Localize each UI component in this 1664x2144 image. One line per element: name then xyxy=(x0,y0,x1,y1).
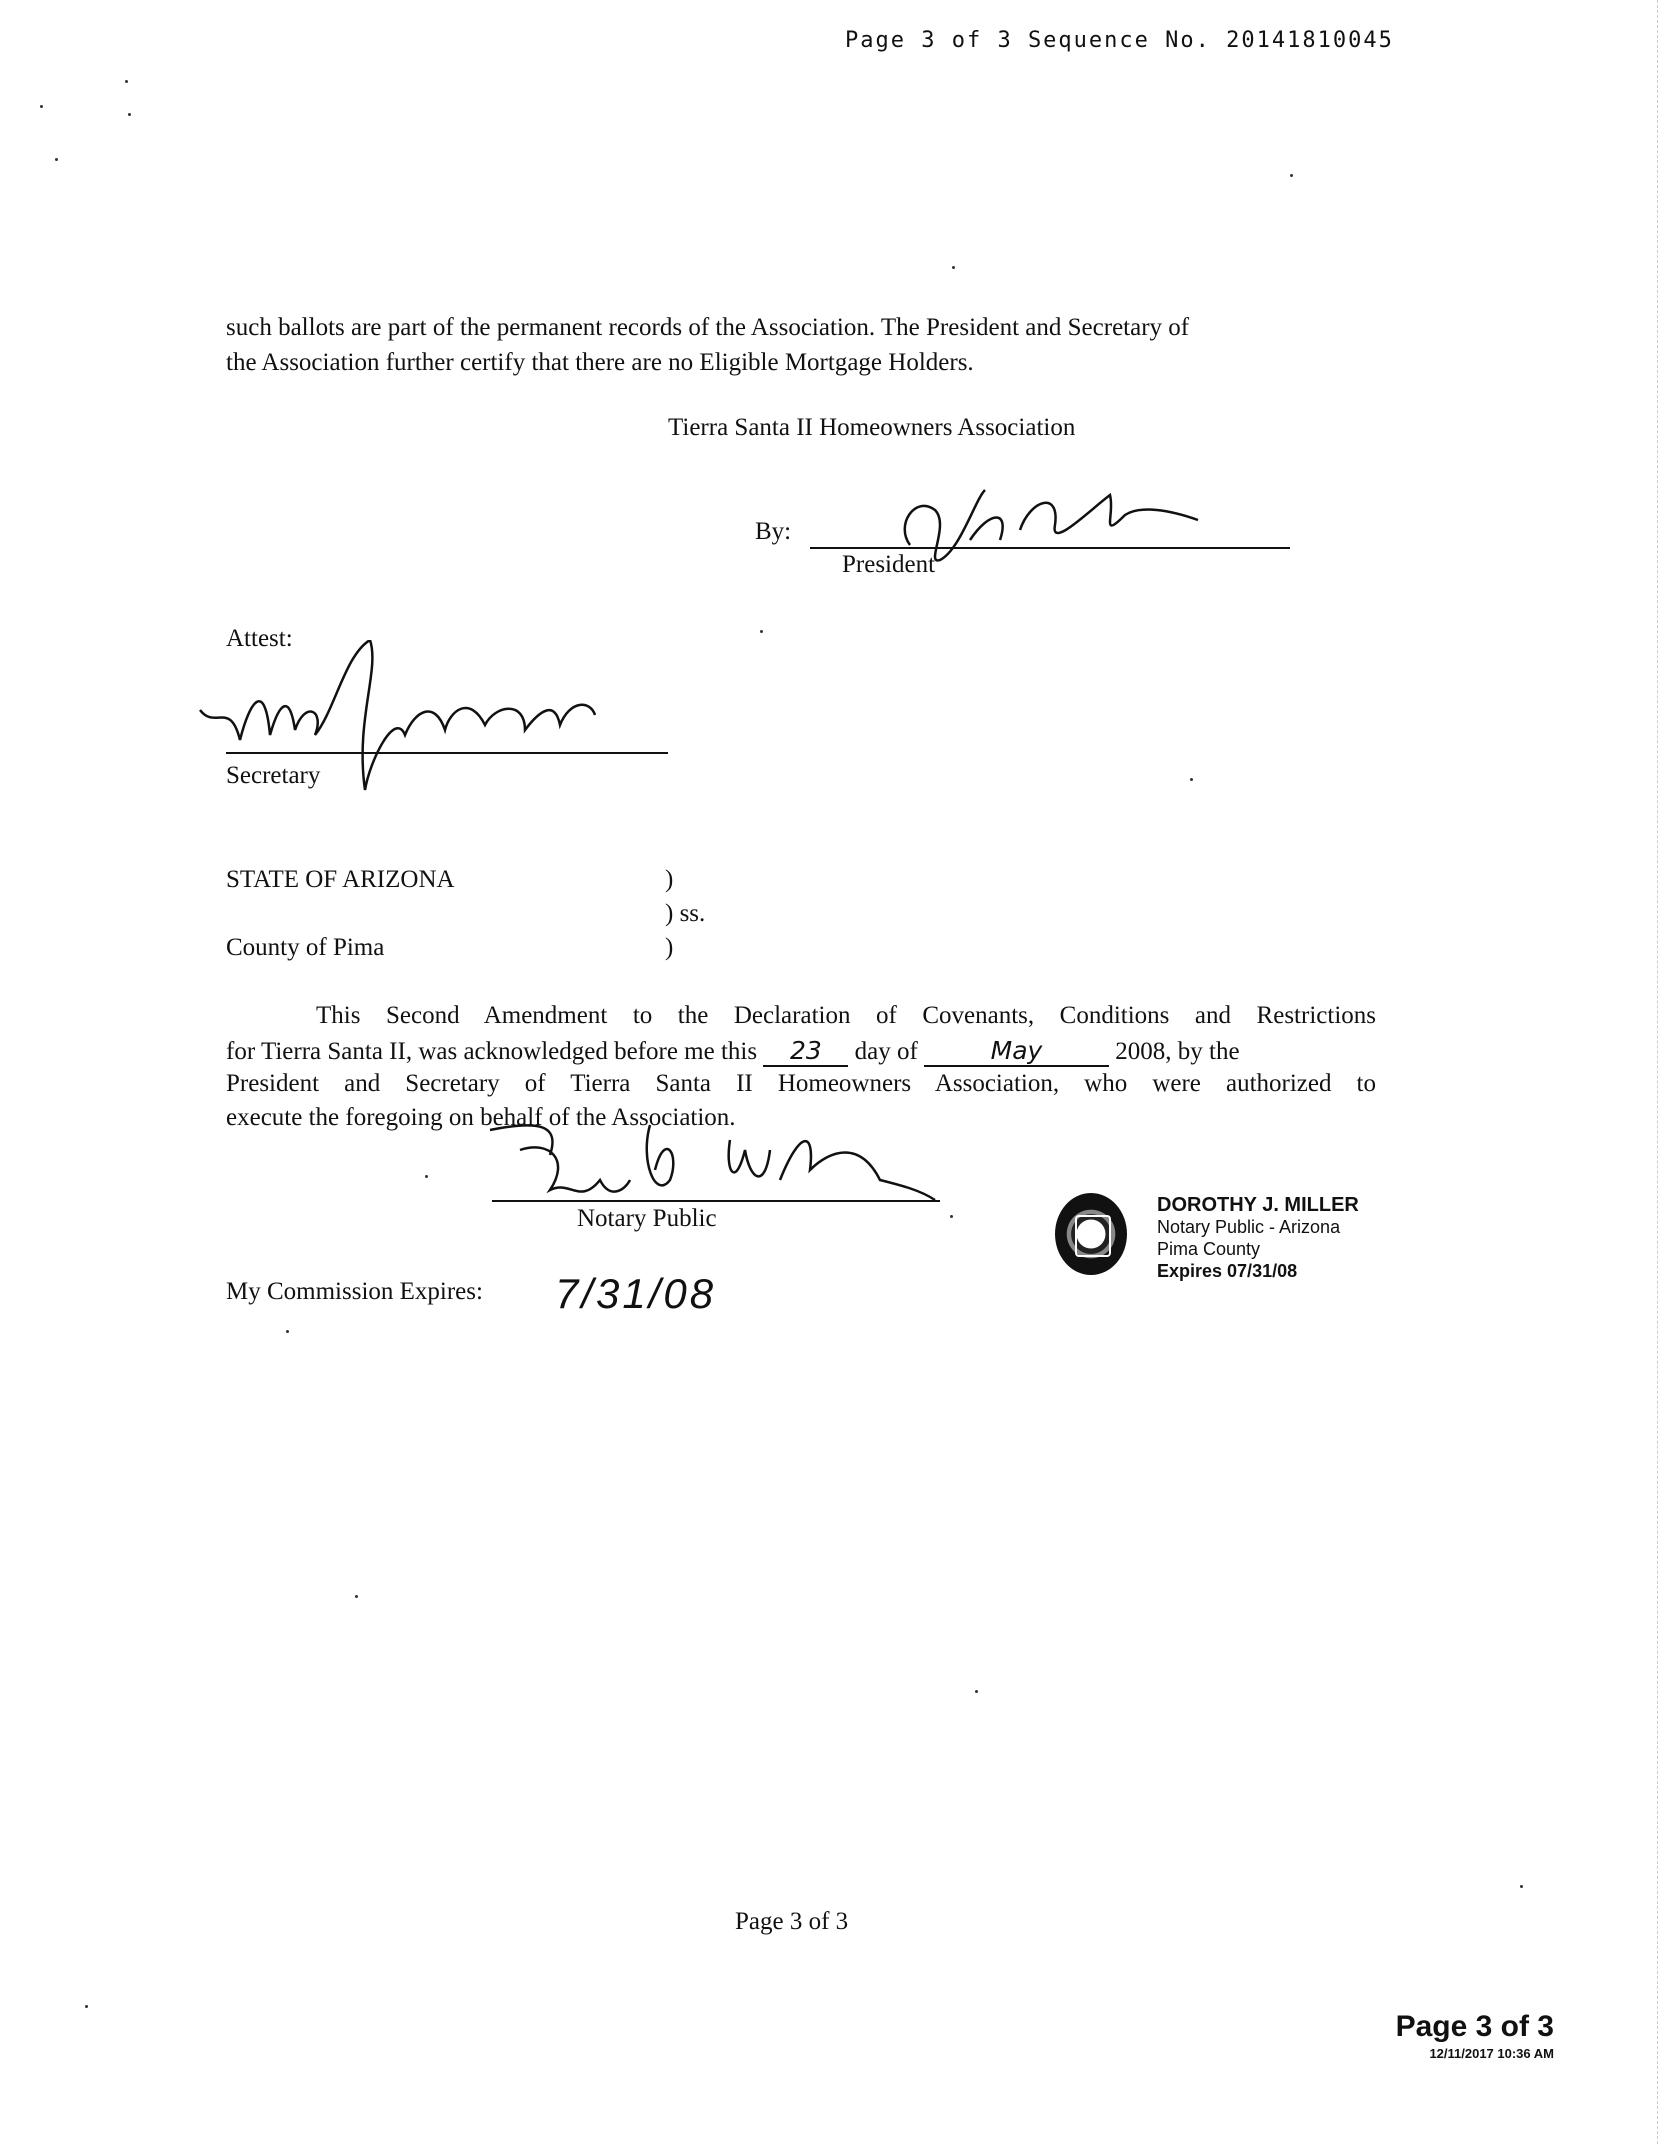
state-label: STATE OF ARIZONA xyxy=(226,866,455,893)
intro-line-1: such ballots are part of the permanent records of the Association. The President and Secretary of xyxy=(226,314,1190,341)
association-name: Tierra Santa II Homeowners Association xyxy=(668,414,1076,441)
ack-line-4: execute the foregoing on behalf of the Association. xyxy=(226,1104,736,1131)
scan-speck xyxy=(125,80,128,83)
footer-page-label: Page 3 of 3 xyxy=(735,1908,849,1935)
notary-seal-line-3: Pima County xyxy=(1157,1239,1261,1259)
notary-seal-emblem xyxy=(1055,1193,1127,1275)
ack-line-2-b: day of xyxy=(854,1038,918,1065)
scan-speck xyxy=(40,105,43,108)
scan-speck xyxy=(952,266,955,269)
ack-line-2-a: for Tierra Santa II, was acknowledged before me this xyxy=(226,1038,758,1065)
scan-speck xyxy=(760,630,763,633)
scan-speck xyxy=(1520,1885,1523,1888)
scan-speck xyxy=(128,113,131,116)
ack-day-value: 23 xyxy=(763,1036,848,1067)
president-title: President xyxy=(842,551,936,578)
scan-speck xyxy=(425,1175,428,1178)
scan-edge xyxy=(1657,0,1664,2144)
scan-speck xyxy=(975,1690,978,1693)
notary-seal-line-2: Notary Public - Arizona xyxy=(1157,1217,1341,1237)
ack-line-1: This Second Amendment to the Declaration of Covenants, Conditions and Restrictions xyxy=(316,1002,1376,1029)
notary-title: Notary Public xyxy=(577,1205,717,1232)
venue-ss: ) ss. xyxy=(665,900,706,927)
sequence-header: Page 3 of 3 Sequence No. 20141810045 xyxy=(845,28,1394,53)
commission-label: My Commission Expires: xyxy=(226,1278,483,1305)
by-label: By: xyxy=(755,518,792,545)
notary-seal-expiry: Expires 07/31/08 xyxy=(1157,1261,1298,1281)
ack-month-value: May xyxy=(924,1036,1109,1067)
scan-speck xyxy=(286,1330,289,1333)
venue-paren-bottom: ) xyxy=(665,934,674,961)
notary-seal-text xyxy=(1157,1194,1359,1282)
commission-value: 7/31/08 xyxy=(555,1270,717,1317)
scan-speck xyxy=(1290,174,1293,177)
scan-speck xyxy=(950,1215,953,1218)
scan-speck xyxy=(1190,778,1193,781)
secretary-title: Secretary xyxy=(226,762,321,789)
scan-speck xyxy=(55,158,58,161)
scan-speck xyxy=(355,1595,358,1598)
intro-line-2: the Association further certify that there are no Eligible Mortgage Holders. xyxy=(226,349,974,376)
recorder-timestamp: 12/11/2017 10:36 AM xyxy=(1429,2046,1554,2061)
scan-speck xyxy=(85,2005,88,2008)
ack-line-2 xyxy=(226,1036,1376,1067)
notary-seal-name: DOROTHY J. MILLER xyxy=(1157,1194,1359,1216)
county-label: County of Pima xyxy=(226,934,385,961)
ack-line-2-c: 2008, by the xyxy=(1115,1038,1240,1065)
ack-line-3: President and Secretary of Tierra Santa II Homeowners Association, who were authorized to xyxy=(226,1070,1376,1097)
venue-paren-top: ) xyxy=(665,866,674,893)
attest-label: Attest: xyxy=(226,625,293,652)
recorder-page-stamp: Page 3 of 3 xyxy=(1395,2010,1554,2043)
